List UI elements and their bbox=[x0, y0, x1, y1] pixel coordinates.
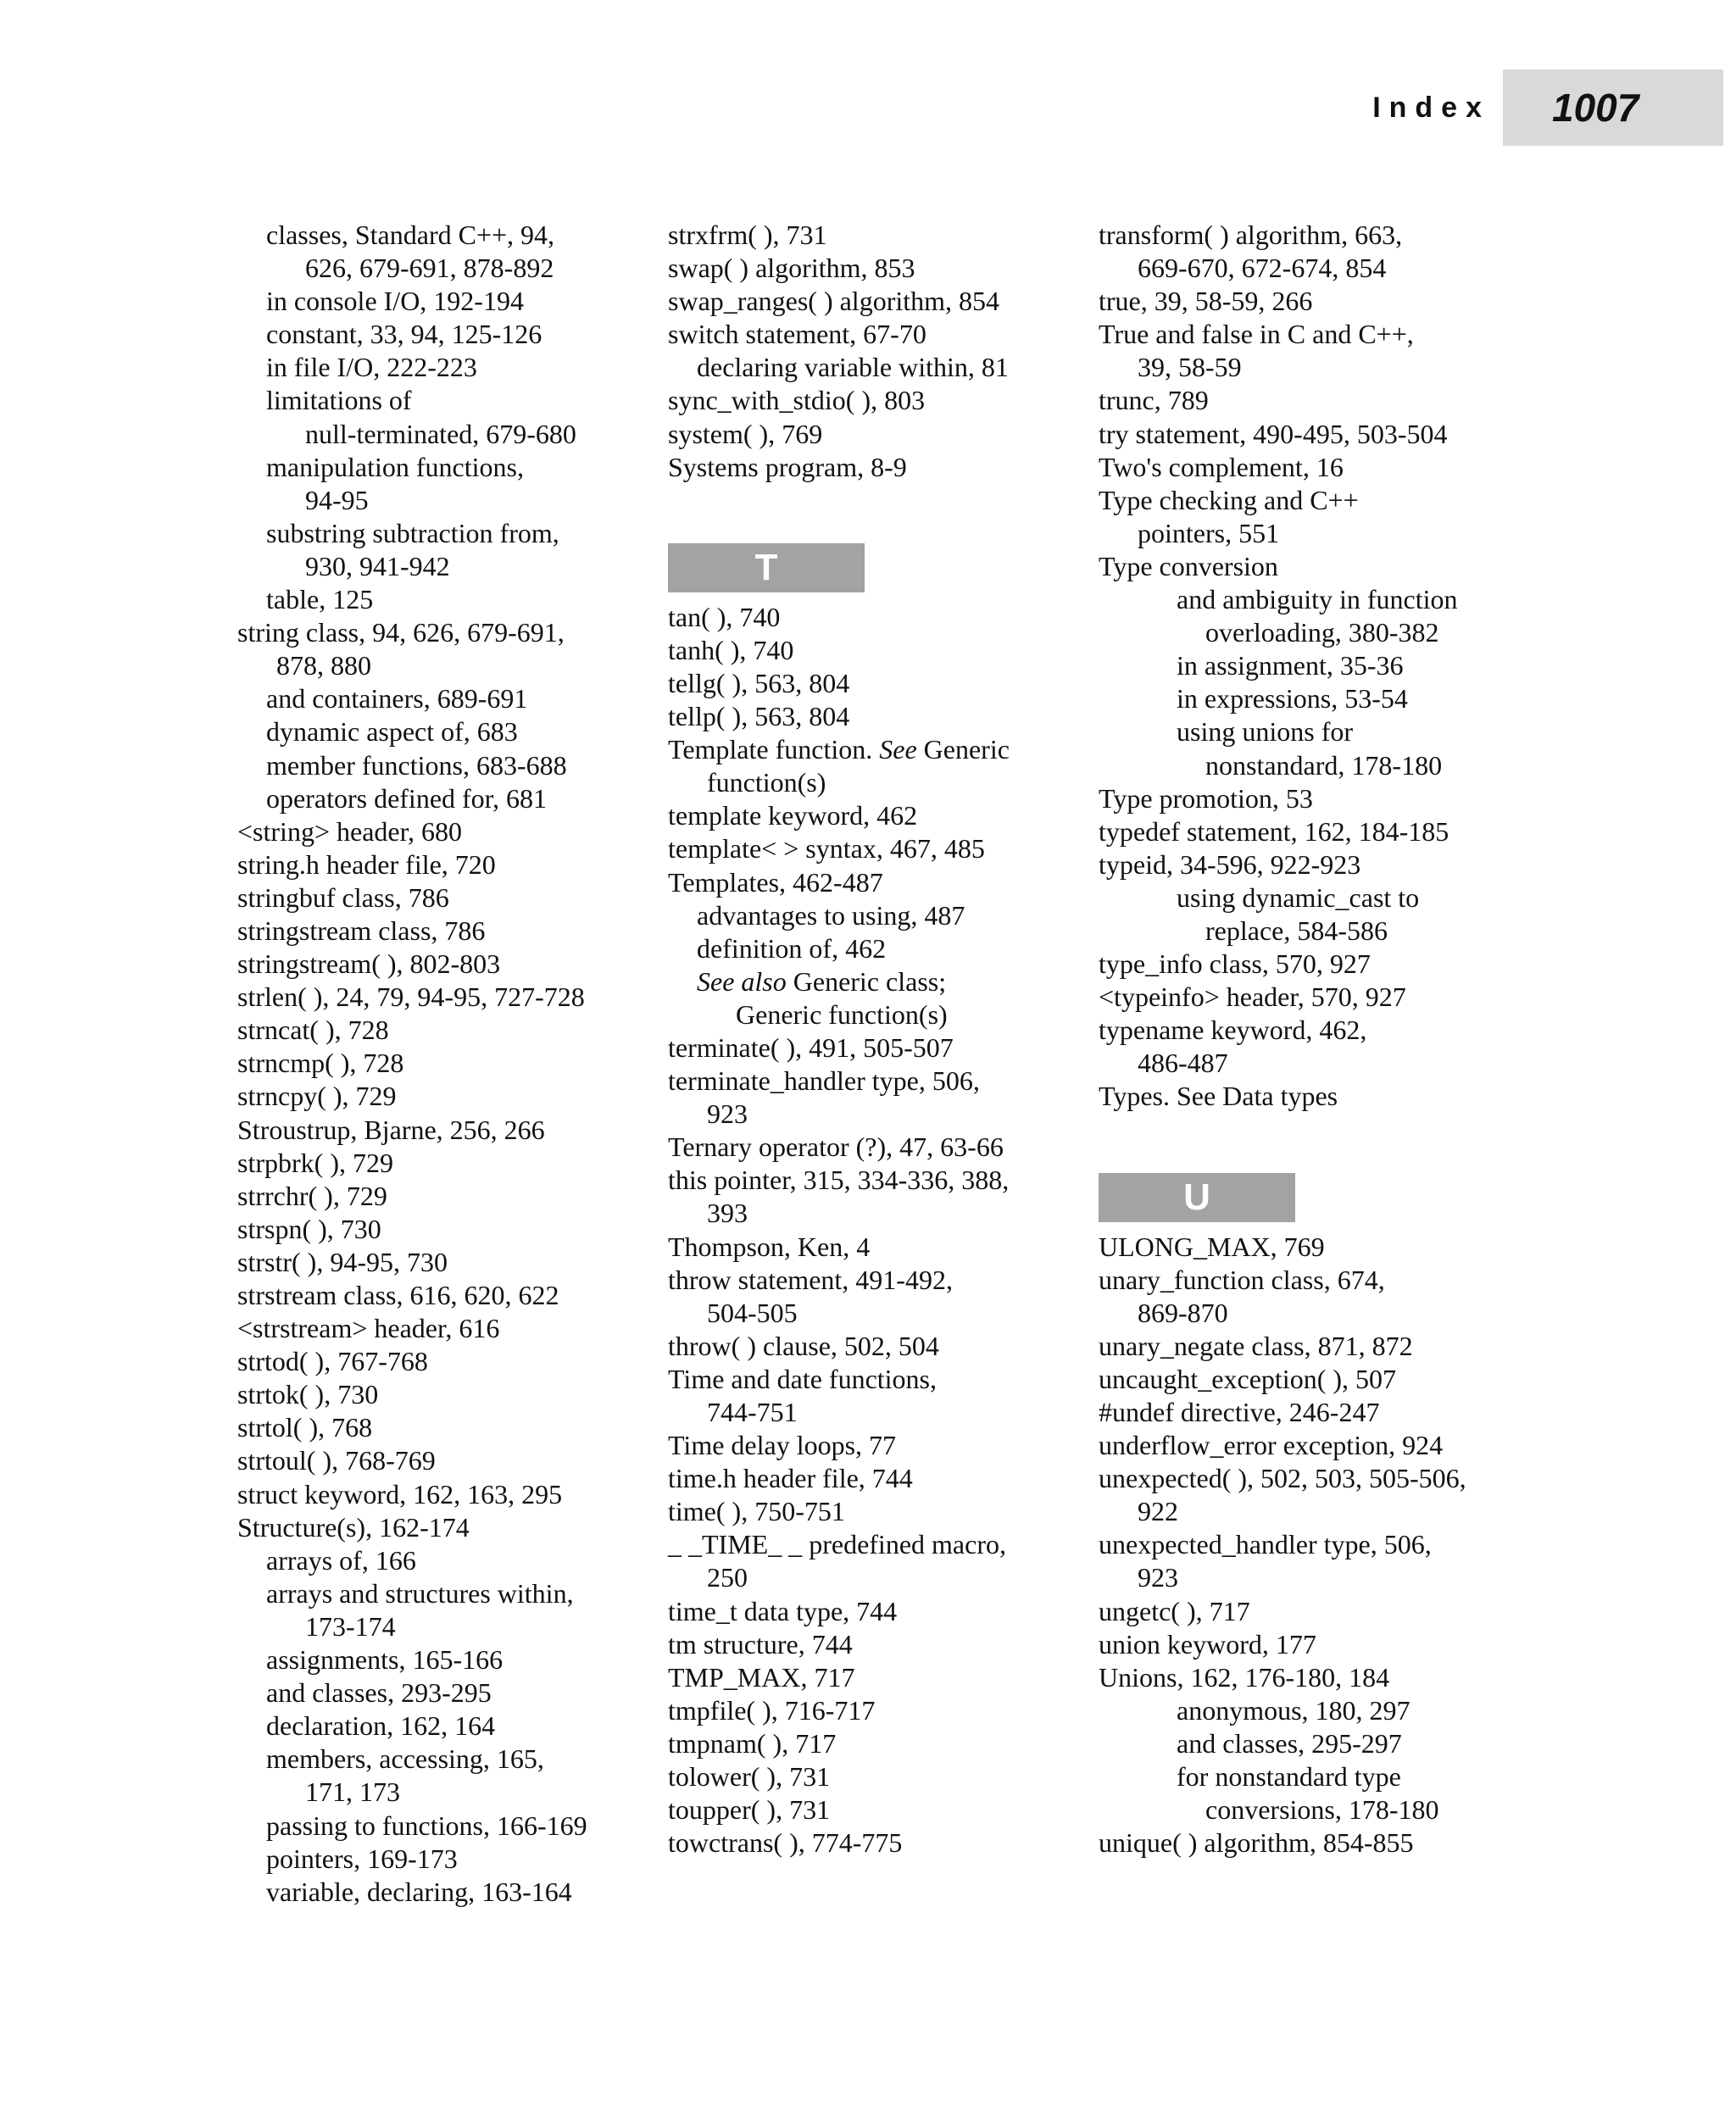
index-entry: uncaught_exception( ), 507 bbox=[1099, 1363, 1396, 1394]
index-entry: strstr( ), 94-95, 730 bbox=[237, 1246, 448, 1277]
index-entry: trunc, 789 bbox=[1099, 385, 1209, 416]
index-entry: strtol( ), 768 bbox=[237, 1412, 373, 1443]
index-entry: replace, 584-586 bbox=[1205, 915, 1388, 946]
index-entry: advantages to using, 487 bbox=[697, 899, 965, 931]
index-entry: and classes, 295-297 bbox=[1177, 1727, 1402, 1759]
index-entry: strncmp( ), 728 bbox=[237, 1048, 404, 1079]
index-entry: ungetc( ), 717 bbox=[1099, 1595, 1250, 1626]
index-entry: tellg( ), 563, 804 bbox=[668, 667, 850, 698]
index-entry: ULONG_MAX, 769 bbox=[1099, 1231, 1325, 1262]
index-entry: <typeinfo> header, 570, 927 bbox=[1099, 981, 1406, 1013]
index-entry: <strstream> header, 616 bbox=[237, 1313, 500, 1344]
index-entry: Thompson, Ken, 4 bbox=[668, 1231, 871, 1262]
index-entry: 930, 941-942 bbox=[305, 550, 450, 581]
index-entry: union keyword, 177 bbox=[1099, 1628, 1316, 1659]
index-entry: Types. See Data types bbox=[1099, 1081, 1338, 1112]
index-entry: using unions for bbox=[1177, 716, 1353, 748]
index-entry: Time delay loops, 77 bbox=[668, 1430, 897, 1461]
index-entry: classes, Standard C++, 94, bbox=[266, 220, 555, 250]
index-entry: unexpected_handler type, 506, bbox=[1099, 1529, 1432, 1560]
index-entry: pointers, 551 bbox=[1138, 517, 1280, 548]
index-entry: system( ), 769 bbox=[668, 418, 823, 449]
index-entry: unique( ) algorithm, 854-855 bbox=[1099, 1827, 1414, 1859]
index-entry: 626, 679-691, 878-892 bbox=[305, 253, 554, 284]
index-entry: strtok( ), 730 bbox=[237, 1379, 379, 1410]
page-header bbox=[0, 0, 1736, 170]
index-entry: toupper( ), 731 bbox=[668, 1794, 831, 1826]
section-spacer bbox=[1099, 1114, 1539, 1165]
index-entry: unexpected( ), 502, 503, 505-506, bbox=[1099, 1463, 1466, 1494]
index-entry: typename keyword, 462, bbox=[1099, 1015, 1367, 1046]
index-entry: 923 bbox=[1138, 1562, 1178, 1593]
index-entry: in file I/O, 222-223 bbox=[266, 352, 477, 383]
index-entry: strlen( ), 24, 79, 94-95, 727-728 bbox=[237, 981, 585, 1013]
index-entry: time( ), 750-751 bbox=[668, 1496, 845, 1527]
index-entry: 250 bbox=[707, 1562, 748, 1593]
letter-section-header: T bbox=[668, 543, 865, 592]
index-entry: null-terminated, 679-680 bbox=[305, 418, 576, 449]
index-entry: struct keyword, 162, 163, 295 bbox=[237, 1478, 563, 1509]
index-entry: Type promotion, 53 bbox=[1099, 782, 1313, 814]
index-entry: and classes, 293-295 bbox=[266, 1677, 492, 1709]
index-entry: 39, 58-59 bbox=[1138, 352, 1242, 383]
index-entry: underflow_error exception, 924 bbox=[1099, 1430, 1444, 1461]
index-entry: throw statement, 491-492, bbox=[668, 1264, 953, 1295]
index-entry: pointers, 169-173 bbox=[266, 1843, 458, 1874]
index-entry: strpbrk( ), 729 bbox=[237, 1147, 393, 1178]
index-entry: Stroustrup, Bjarne, 256, 266 bbox=[237, 1114, 545, 1145]
index-entry: Ternary operator (?), 47, 63-66 bbox=[668, 1131, 1004, 1163]
index-entry: using dynamic_cast to bbox=[1177, 881, 1420, 913]
index-entry: 869-870 bbox=[1138, 1297, 1228, 1328]
index-entry: typeid, 34-596, 922-923 bbox=[1099, 848, 1361, 880]
index-entry: declaring variable within, 81 bbox=[697, 352, 1009, 383]
index-entry bbox=[668, 733, 1075, 766]
index-entry: swap_ranges( ) algorithm, 854 bbox=[668, 286, 1000, 317]
index-entry: try statement, 490-495, 503-504 bbox=[1099, 418, 1448, 449]
index-entry: this pointer, 315, 334-336, 388, bbox=[668, 1165, 1010, 1196]
index-entry: in assignment, 35-36 bbox=[1177, 650, 1404, 681]
index-entry: nonstandard, 178-180 bbox=[1205, 749, 1443, 781]
index-entry: 504-505 bbox=[707, 1297, 798, 1328]
index-entry: <string> header, 680 bbox=[237, 815, 462, 847]
letter-section-header: U bbox=[1099, 1173, 1295, 1222]
index-entry: strncpy( ), 729 bbox=[237, 1081, 397, 1112]
index-entry: strncat( ), 728 bbox=[237, 1015, 389, 1046]
index-entry: 173-174 bbox=[305, 1610, 396, 1642]
index-entry: sync_with_stdio( ), 803 bbox=[668, 385, 926, 416]
index-entry: 393 bbox=[707, 1198, 748, 1229]
index-column-3 bbox=[1099, 219, 1539, 1860]
index-entry: switch statement, 67-70 bbox=[668, 319, 926, 350]
index-entry: unary_negate class, 871, 872 bbox=[1099, 1330, 1413, 1361]
index-entry: declaration, 162, 164 bbox=[266, 1710, 496, 1742]
index-entry: in expressions, 53-54 bbox=[1177, 683, 1408, 714]
index-entry: tm structure, 744 bbox=[668, 1628, 853, 1659]
index-entry: time_t data type, 744 bbox=[668, 1595, 898, 1626]
index-entry: constant, 33, 94, 125-126 bbox=[266, 319, 542, 350]
index-entry: Templates, 462-487 bbox=[668, 866, 883, 898]
index-entry: arrays and structures within, bbox=[266, 1577, 574, 1609]
index-entry: 94-95 bbox=[305, 484, 369, 515]
index-entry: typedef statement, 162, 184-185 bbox=[1099, 815, 1449, 847]
index-entry: 171, 173 bbox=[305, 1776, 400, 1808]
index-entry: members, accessing, 165, bbox=[266, 1743, 544, 1775]
index-entry: tan( ), 740 bbox=[668, 601, 781, 632]
entry-text: Template function. bbox=[668, 734, 873, 765]
index-entry: True and false in C and C++, bbox=[1099, 319, 1414, 350]
index-entry: strspn( ), 730 bbox=[237, 1213, 381, 1244]
entry-text: Generic bbox=[916, 734, 1010, 765]
index-entry: manipulation functions, bbox=[266, 451, 524, 482]
index-entry: definition of, 462 bbox=[697, 932, 887, 964]
index-column-1 bbox=[237, 219, 644, 1909]
index-entry: 486-487 bbox=[1138, 1048, 1228, 1079]
entry-text: Generic class; bbox=[786, 965, 947, 997]
index-entry: 923 bbox=[707, 1098, 748, 1130]
index-entry: conversions, 178-180 bbox=[1205, 1794, 1439, 1826]
index-entry: Two's complement, 16 bbox=[1099, 451, 1344, 482]
index-entry: variable, declaring, 163-164 bbox=[266, 1876, 572, 1907]
page-number: 1007 bbox=[1552, 86, 1639, 130]
index-entry: for nonstandard type bbox=[1177, 1761, 1401, 1793]
index-entry: template keyword, 462 bbox=[668, 800, 918, 831]
index-entry: passing to functions, 166-169 bbox=[266, 1810, 587, 1841]
see-reference: See bbox=[879, 734, 917, 765]
index-entry: operators defined for, 681 bbox=[266, 782, 548, 814]
index-entry: tellp( ), 563, 804 bbox=[668, 701, 850, 732]
index-entry: tmpfile( ), 716-717 bbox=[668, 1694, 876, 1726]
index-entry: strrchr( ), 729 bbox=[237, 1180, 387, 1211]
index-entry: Unions, 162, 176-180, 184 bbox=[1099, 1661, 1390, 1693]
index-entry: strxfrm( ), 731 bbox=[668, 220, 827, 250]
index-entry: Time and date functions, bbox=[668, 1363, 937, 1394]
section-spacer bbox=[668, 484, 1075, 535]
index-entry: function(s) bbox=[707, 767, 826, 798]
index-entry: stringstream class, 786 bbox=[237, 915, 486, 946]
index-entry: and containers, 689-691 bbox=[266, 683, 528, 714]
index-entry: limitations of bbox=[266, 385, 412, 416]
index-entry: in console I/O, 192-194 bbox=[266, 286, 524, 317]
index-entry: member functions, 683-688 bbox=[266, 749, 567, 781]
index-entry: stringstream( ), 802-803 bbox=[237, 948, 501, 980]
index-entry: unary_function class, 674, bbox=[1099, 1264, 1385, 1295]
index-entry: 669-670, 672-674, 854 bbox=[1138, 253, 1387, 284]
index-entry: Structure(s), 162-174 bbox=[237, 1511, 470, 1543]
index-entry: swap( ) algorithm, 853 bbox=[668, 253, 915, 284]
index-entry: towctrans( ), 774-775 bbox=[668, 1827, 903, 1859]
index-entry: anonymous, 180, 297 bbox=[1177, 1694, 1410, 1726]
index-entry: type_info class, 570, 927 bbox=[1099, 948, 1371, 980]
index-entry: _ _TIME_ _ predefined macro, bbox=[668, 1529, 1006, 1560]
index-entry: tolower( ), 731 bbox=[668, 1761, 831, 1793]
index-entry: tmpnam( ), 717 bbox=[668, 1727, 837, 1759]
index-entry: assignments, 165-166 bbox=[266, 1644, 504, 1676]
index-entry: strtoul( ), 768-769 bbox=[237, 1445, 436, 1476]
index-entry: Type conversion bbox=[1099, 550, 1278, 581]
index-entry: strstream class, 616, 620, 622 bbox=[237, 1280, 559, 1310]
index-entry: dynamic aspect of, 683 bbox=[266, 716, 518, 748]
index-entry: 744-751 bbox=[707, 1397, 798, 1427]
index-entry: arrays of, 166 bbox=[266, 1544, 416, 1576]
page-number-box bbox=[1503, 69, 1723, 146]
index-entry: Generic function(s) bbox=[736, 998, 948, 1030]
index-entry: string.h header file, 720 bbox=[237, 848, 496, 880]
index-entry: Type checking and C++ bbox=[1099, 484, 1359, 515]
index-entry: strtod( ), 767-768 bbox=[237, 1346, 428, 1377]
index-column-2 bbox=[668, 219, 1075, 1860]
see-reference: See also bbox=[697, 965, 787, 997]
index-entry: tanh( ), 740 bbox=[668, 634, 794, 665]
index-entry: 878, 880 bbox=[276, 650, 371, 681]
index-entry: substring subtraction from, bbox=[266, 517, 559, 548]
index-entry: #undef directive, 246-247 bbox=[1099, 1397, 1380, 1427]
index-entry: throw( ) clause, 502, 504 bbox=[668, 1330, 939, 1361]
running-header-label: Index bbox=[1372, 92, 1490, 124]
index-entry: overloading, 380-382 bbox=[1205, 617, 1439, 648]
index-entry: terminate( ), 491, 505-507 bbox=[668, 1031, 954, 1063]
index-entry: Systems program, 8-9 bbox=[668, 451, 907, 482]
index-entry: string class, 94, 626, 679-691, bbox=[237, 617, 565, 648]
index-entry: table, 125 bbox=[266, 584, 374, 615]
index-entry: true, 39, 58-59, 266 bbox=[1099, 286, 1313, 317]
index-entry: template< > syntax, 467, 485 bbox=[668, 833, 985, 864]
index-entry bbox=[668, 965, 1075, 998]
index-entry: stringbuf class, 786 bbox=[237, 881, 449, 913]
index-entry: TMP_MAX, 717 bbox=[668, 1661, 855, 1693]
index-entry: 922 bbox=[1138, 1496, 1178, 1527]
index-entry: transform( ) algorithm, 663, bbox=[1099, 220, 1403, 250]
index-entry: and ambiguity in function bbox=[1177, 584, 1458, 615]
index-entry: terminate_handler type, 506, bbox=[668, 1065, 980, 1097]
index-entry: time.h header file, 744 bbox=[668, 1463, 913, 1494]
